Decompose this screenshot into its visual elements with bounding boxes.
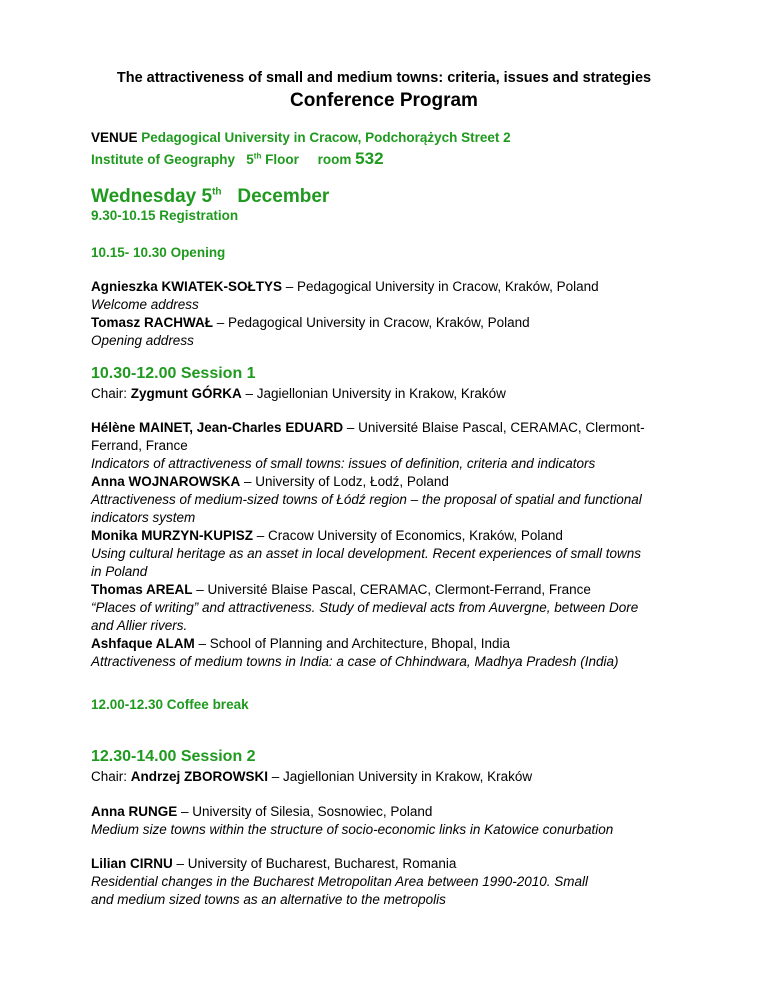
- s2-talk-1-speaker-line: [91, 803, 432, 821]
- speaker-name: Anna WOJNAROWSKA: [91, 474, 241, 489]
- chair-name: Andrzej ZBOROWSKI: [130, 769, 269, 784]
- speaker-name: Ashfaque ALAM: [91, 636, 195, 651]
- day-month: December: [237, 186, 330, 207]
- session-1-chair: [91, 385, 506, 403]
- s1-talk-1-speaker-line: [91, 419, 645, 437]
- s1-talk-1-affiliation-cont: Ferrand, France: [91, 438, 188, 453]
- speaker-affiliation: – Pedagogical University in Cracow, Kraków, Poland: [213, 315, 530, 330]
- s1-talk-3-title-line-2: in Poland: [91, 564, 148, 579]
- venue-room-label: room: [317, 152, 352, 167]
- day-sup: th: [212, 186, 222, 198]
- chair-affiliation: – Jagiellonian University in Krakow, Kraków: [268, 769, 533, 784]
- speaker-name: Hélène MAINET, Jean-Charles EDUARD: [91, 420, 344, 435]
- s1-talk-4-speaker-line: [91, 581, 591, 599]
- day-heading: [91, 186, 329, 208]
- speaker-name: Agnieszka KWIATEK-SOŁTYS: [91, 279, 283, 294]
- s1-talk-4-title-line-1: “Places of writing” and attractiveness. Study of medieval acts from Auvergne, between Dore: [91, 600, 639, 615]
- conference-subtitle: The attractiveness of small and medium towns: criteria, issues and strategies: [116, 70, 652, 86]
- s1-talk-1-title: Indicators of attractiveness of small towns: issues of definition, criteria and indicators: [91, 456, 596, 471]
- speaker-name: Tomasz RACHWAŁ: [91, 315, 214, 330]
- chair-label: Chair:: [91, 769, 131, 784]
- speaker-affiliation: – School of Planning and Architecture, Bhopal, India: [194, 636, 510, 651]
- venue-place: Pedagogical University in Cracow, Podchorążych Street 2: [141, 130, 511, 145]
- s1-talk-5-title: Attractiveness of medium towns in India: a case of Chhindwara, Madhya Pradesh (India): [91, 654, 619, 669]
- speaker-affiliation: – University of Bucharest, Bucharest, Romania: [172, 856, 457, 871]
- speaker-name: Monika MURZYN-KUPISZ: [91, 528, 253, 543]
- speaker-affiliation: – Université Blaise Pascal, CERAMAC, Clermont-Ferrand, France: [192, 582, 591, 597]
- opening-talk-1-title: Welcome address: [91, 297, 199, 312]
- speaker-name: Anna RUNGE: [91, 804, 178, 819]
- venue-line: [91, 129, 511, 147]
- s2-talk-1-title: Medium size towns within the structure of socio-economic links in Katowice conurbation: [91, 822, 614, 837]
- speaker-affiliation: – Cracow University of Economics, Kraków, Poland: [253, 528, 563, 543]
- venue-floor-word: Floor: [265, 152, 299, 167]
- opening-talk-2-speaker-line: [91, 314, 530, 332]
- speaker-affiliation: – Université Blaise Pascal, CERAMAC, Clermont-: [343, 420, 645, 435]
- chair-name: Zygmunt GÓRKA: [130, 386, 242, 401]
- venue-institute: Institute of Geography: [91, 152, 236, 167]
- speaker-affiliation: – University of Silesia, Sosnowiec, Poland: [177, 804, 433, 819]
- s1-talk-4-title-line-2: and Allier rivers.: [91, 618, 188, 633]
- registration-slot: 9.30-10.15 Registration: [91, 208, 239, 223]
- venue-room-line: [91, 150, 384, 169]
- chair-affiliation: – Jagiellonian University in Krakow, Kraków: [241, 386, 506, 401]
- opening-talk-2-title: Opening address: [91, 333, 194, 348]
- speaker-name: Lilian CIRNU: [91, 856, 173, 871]
- coffee-break-slot: 12.00-12.30 Coffee break: [91, 697, 249, 712]
- speaker-affiliation: – Pedagogical University in Cracow, Kraków, Poland: [282, 279, 599, 294]
- session-2-heading: 12.30-14.00 Session 2: [91, 748, 256, 765]
- opening-slot: 10.15- 10.30 Opening: [91, 245, 226, 260]
- s2-talk-2-title-line-1: Residential changes in the Bucharest Metropolitan Area between 1990-2010. Small: [91, 874, 589, 889]
- s2-talk-2-title-line-2: and medium sized towns as an alternative to the metropolis: [91, 892, 446, 907]
- venue-floor-num: 5: [246, 152, 254, 167]
- s1-talk-3-title-line-1: Using cultural heritage as an asset in local development. Recent experiences of small towns: [91, 546, 642, 561]
- session-1-heading: 10.30-12.00 Session 1: [91, 365, 256, 382]
- day-weekday: Wednesday 5: [91, 186, 213, 207]
- s1-talk-2-title-line-1: Attractiveness of medium-sized towns of Łódź region – the proposal of spatial and functional: [91, 492, 642, 507]
- chair-label: Chair:: [91, 386, 131, 401]
- opening-talk-1-speaker-line: [91, 278, 599, 296]
- session-2-chair: [91, 768, 532, 786]
- venue-label: VENUE: [91, 130, 138, 145]
- venue-floor-sup: th: [253, 151, 262, 161]
- speaker-affiliation: – University of Lodz, Łodź, Poland: [240, 474, 449, 489]
- s1-talk-3-speaker-line: [91, 527, 563, 545]
- speaker-name: Thomas AREAL: [91, 582, 193, 597]
- s1-talk-2-title-line-2: indicators system: [91, 510, 196, 525]
- s1-talk-5-speaker-line: [91, 635, 510, 653]
- page-title: Conference Program: [290, 90, 478, 111]
- s1-talk-2-speaker-line: [91, 473, 449, 491]
- venue-room-number: 532: [355, 149, 384, 168]
- s2-talk-2-speaker-line: [91, 855, 456, 873]
